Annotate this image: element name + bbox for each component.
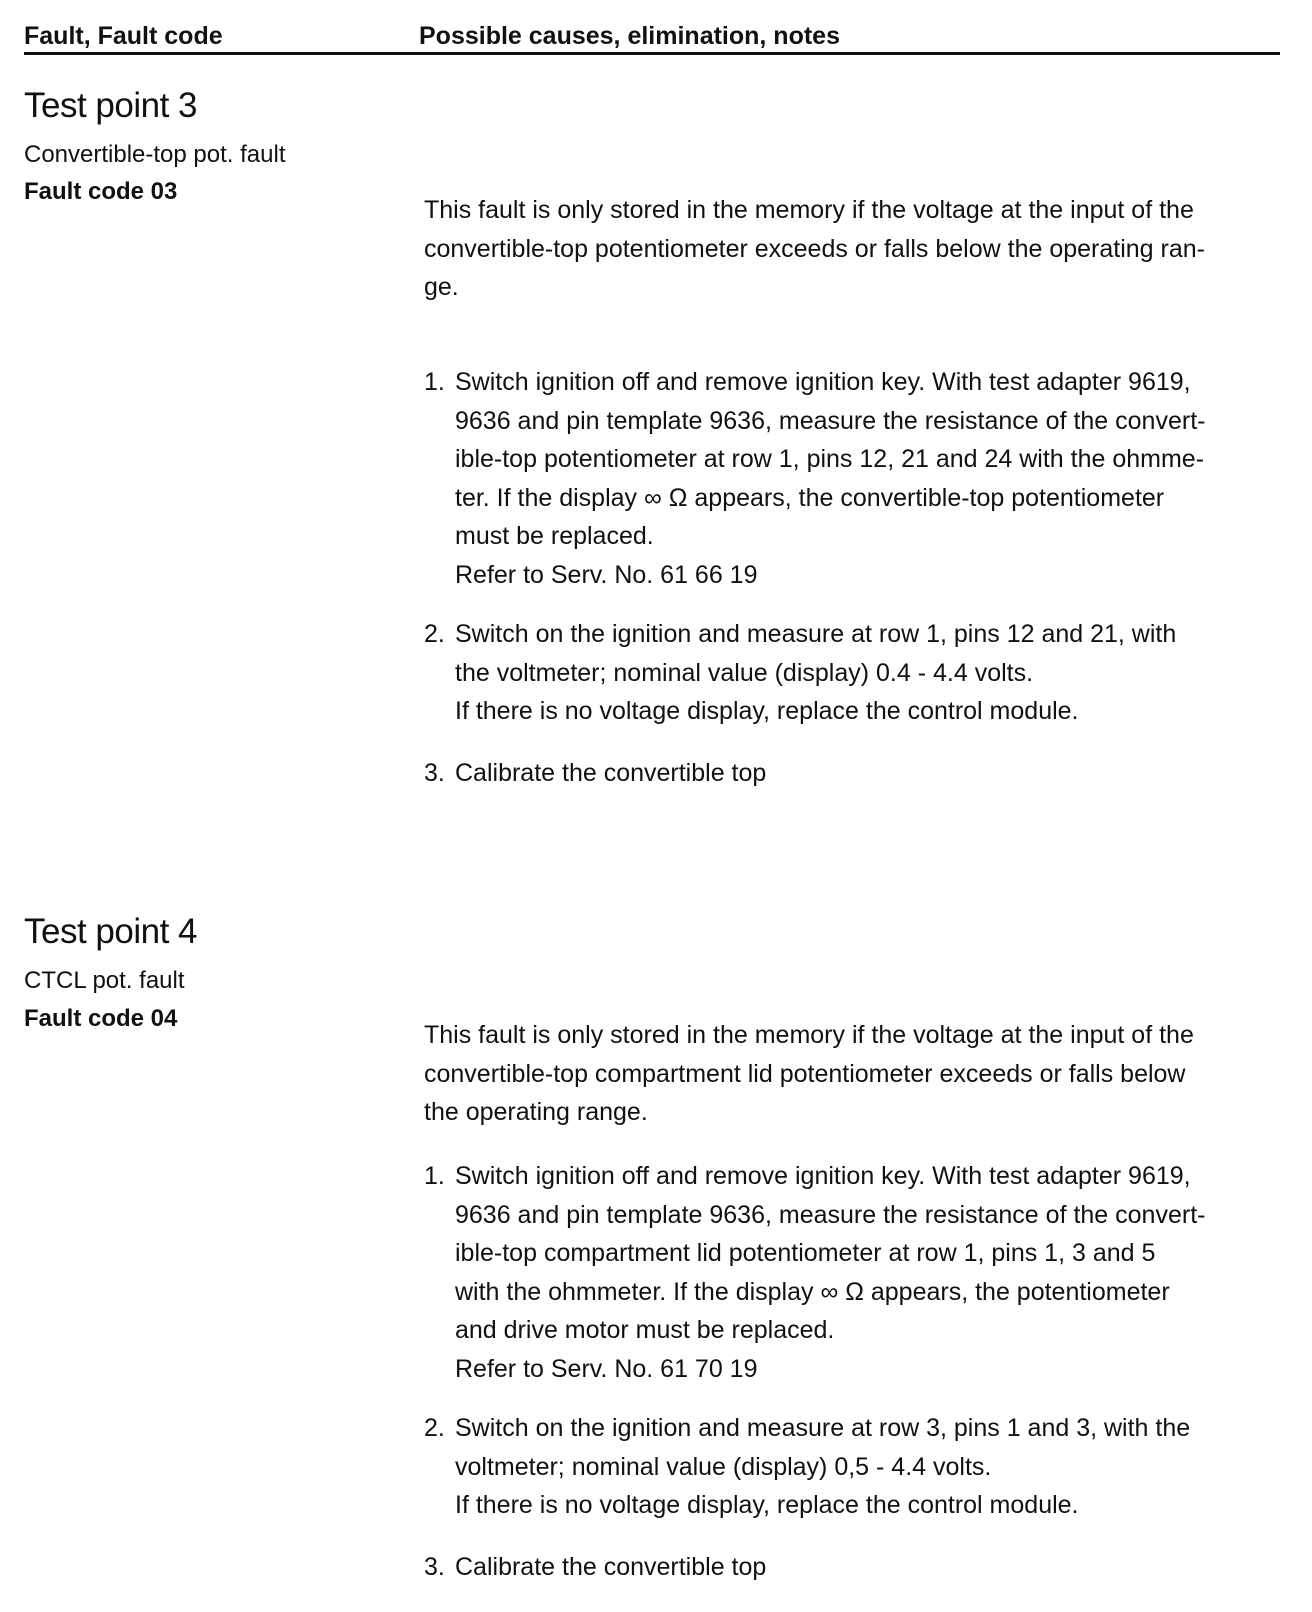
step-line: If there is no voltage display, replace the control module. bbox=[455, 697, 1079, 725]
step-line: voltmeter; nominal value (display) 0,5 - 4.4 volts. bbox=[455, 1452, 992, 1481]
step-line: and drive motor must be replaced. bbox=[455, 1316, 835, 1344]
test-point-4-fault-name: CTCL pot. fault bbox=[24, 967, 185, 994]
test-point-4-step-1 bbox=[424, 1157, 1284, 1388]
step-line: 9636 and pin template 9636, measure the resistance of the convert- bbox=[455, 1200, 1206, 1229]
step-number: 1. bbox=[424, 368, 445, 396]
step-line: Refer to Serv. No. 61 66 19 bbox=[455, 560, 758, 589]
step-line: Calibrate the convertible top bbox=[455, 759, 767, 787]
step-number: 2. bbox=[424, 1414, 445, 1442]
test-point-4-step-3 bbox=[424, 1548, 1284, 1587]
step-number: 3. bbox=[424, 1553, 445, 1581]
test-point-4-fault-code: Fault code 04 bbox=[24, 1005, 178, 1032]
step-line: 9636 and pin template 9636, measure the resistance of the convert- bbox=[455, 406, 1206, 435]
step-line: Refer to Serv. No. 61 70 19 bbox=[455, 1354, 758, 1383]
test-point-3-title: Test point 3 bbox=[24, 86, 197, 125]
text-line: This fault is only stored in the memory if the voltage at the input of the bbox=[424, 1021, 1194, 1049]
text-line: convertible-top compartment lid potentiometer exceeds or falls below bbox=[424, 1059, 1186, 1088]
step-line: If there is no voltage display, replace the control module. bbox=[455, 1491, 1079, 1519]
step-line: Switch on the ignition and measure at row 1, pins 12 and 21, with bbox=[455, 620, 1177, 648]
step-line: must be replaced. bbox=[455, 522, 654, 550]
test-point-3-fault-name: Convertible-top pot. fault bbox=[24, 141, 286, 168]
step-number: 2. bbox=[424, 620, 445, 648]
step-line: Calibrate the convertible top bbox=[455, 1553, 767, 1581]
step-line: Switch ignition off and remove ignition key. With test adapter 9619, bbox=[455, 368, 1191, 396]
test-point-3-step-3 bbox=[424, 754, 1284, 793]
test-point-3-description bbox=[424, 191, 1284, 307]
step-line: Switch on the ignition and measure at row 3, pins 1 and 3, with the bbox=[455, 1414, 1191, 1442]
step-line: the voltmeter; nominal value (display) 0.4 - 4.4 volts. bbox=[455, 658, 1034, 687]
text-line: This fault is only stored in the memory if the voltage at the input of the bbox=[424, 196, 1194, 224]
test-point-4-title: Test point 4 bbox=[24, 912, 197, 951]
column-header bbox=[24, 22, 1280, 55]
test-point-3-step-2 bbox=[424, 615, 1284, 731]
step-number: 1. bbox=[424, 1162, 445, 1190]
step-number: 3. bbox=[424, 759, 445, 787]
header-fault-code: Fault, Fault code bbox=[24, 22, 223, 50]
step-line: with the ohmmeter. If the display ∞ Ω appears, the potentiometer bbox=[455, 1277, 1170, 1306]
step-line: ible-top potentiometer at row 1, pins 12, 21 and 24 with the ohmme- bbox=[455, 445, 1205, 473]
test-point-4-description bbox=[424, 1016, 1284, 1132]
header-possible-causes: Possible causes, elimination, notes bbox=[419, 22, 840, 50]
step-line: ter. If the display ∞ Ω appears, the convertible-top potentiometer bbox=[455, 483, 1165, 512]
text-line: the operating range. bbox=[424, 1098, 648, 1126]
step-line: ible-top compartment lid potentiometer at row 1, pins 1, 3 and 5 bbox=[455, 1239, 1156, 1267]
test-point-3-step-1 bbox=[424, 363, 1284, 594]
step-line: Switch ignition off and remove ignition key. With test adapter 9619, bbox=[455, 1162, 1191, 1190]
test-point-4-step-2 bbox=[424, 1409, 1284, 1525]
text-line: convertible-top potentiometer exceeds or falls below the operating ran- bbox=[424, 234, 1205, 263]
test-point-3-fault-code: Fault code 03 bbox=[24, 178, 178, 205]
text-line: ge. bbox=[424, 273, 459, 301]
